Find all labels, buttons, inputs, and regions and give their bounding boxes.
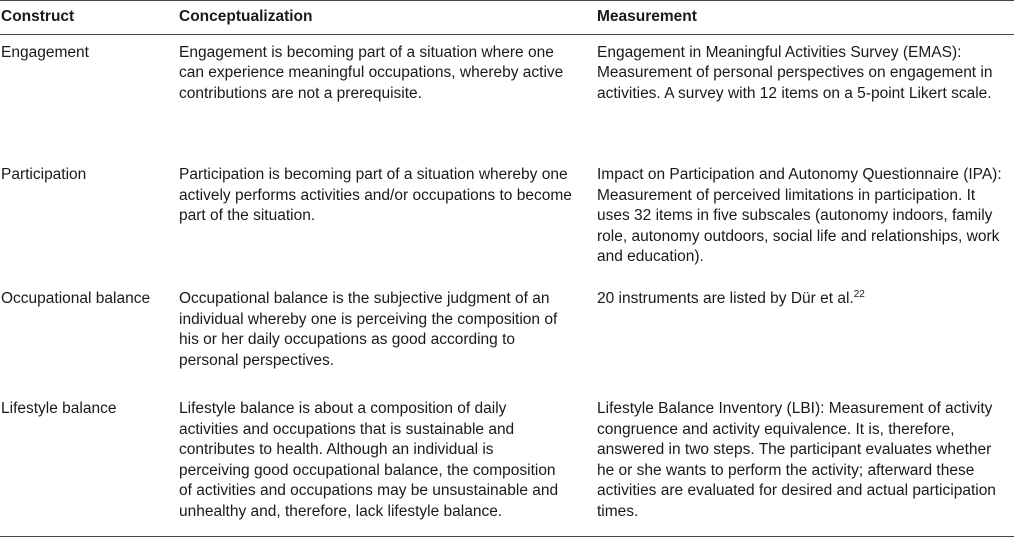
header-measurement: Measurement <box>596 1 1014 35</box>
table-header <box>0 1 1014 35</box>
table-row <box>0 157 1014 281</box>
table-body <box>0 34 1014 537</box>
table-row <box>0 281 1014 391</box>
construct-cell: Lifestyle balance <box>0 391 178 537</box>
header-conceptualization: Conceptualization <box>178 1 596 35</box>
table-row <box>0 391 1014 537</box>
measurement-cell <box>596 281 1014 391</box>
conceptualization-cell: Participation is becoming part of a situation whereby one actively performs activities and/or occupations to become part of the situation. <box>179 166 572 224</box>
construct-cell: Engagement <box>1 43 89 61</box>
measurement-cell: Engagement in Meaningful Activities Survey (EMAS): Measurement of personal perspectives on engagement in activities. A survey with 12 items on a 5-point Likert scale. <box>597 43 993 102</box>
conceptualization-cell: Lifestyle balance is about a composition of daily activities and occupations that is sustainable and contributes to health. Although an individual is perceiving good occupational balance, the composition of activities and occupations may be unsustainable and unhealthy and, therefore, lack lifestyle balance. <box>178 391 596 537</box>
conceptualization-cell: Occupational balance is the subjective judgment of an individual whereby one is perceiving the composition of his or her daily occupations as good according to personal perspectives. <box>179 290 558 369</box>
construct-cell: Occupational balance <box>1 290 151 307</box>
conceptualization-cell: Engagement is becoming part of a situation where one can experience meaningful occupations, whereby active contributions are not a prerequisite. <box>179 43 564 102</box>
construct-cell: Participation <box>1 166 87 183</box>
header-row <box>0 1 1014 35</box>
measurement-cell: Impact on Participation and Autonomy Questionnaire (IPA): Measurement of perceived limitations in participation. It uses 32 items in five subscales (autonomy indoors, family role, autonomy outdoors, social life and relationships, work and education). <box>597 166 1002 265</box>
measurement-text: 20 instruments are listed by Dür et al. <box>597 290 854 307</box>
table-row <box>0 34 1014 157</box>
reference-superscript: 22 <box>853 288 865 300</box>
header-construct: Construct <box>0 1 178 35</box>
measurement-cell: Lifestyle Balance Inventory (LBI): Measurement of activity congruence and activity equivalence. It is, therefore, answered in two steps. The participant evaluates whether he or she wants to perform the activity; afterward these activities are evaluated for desired and actual participation times. <box>596 391 1014 537</box>
